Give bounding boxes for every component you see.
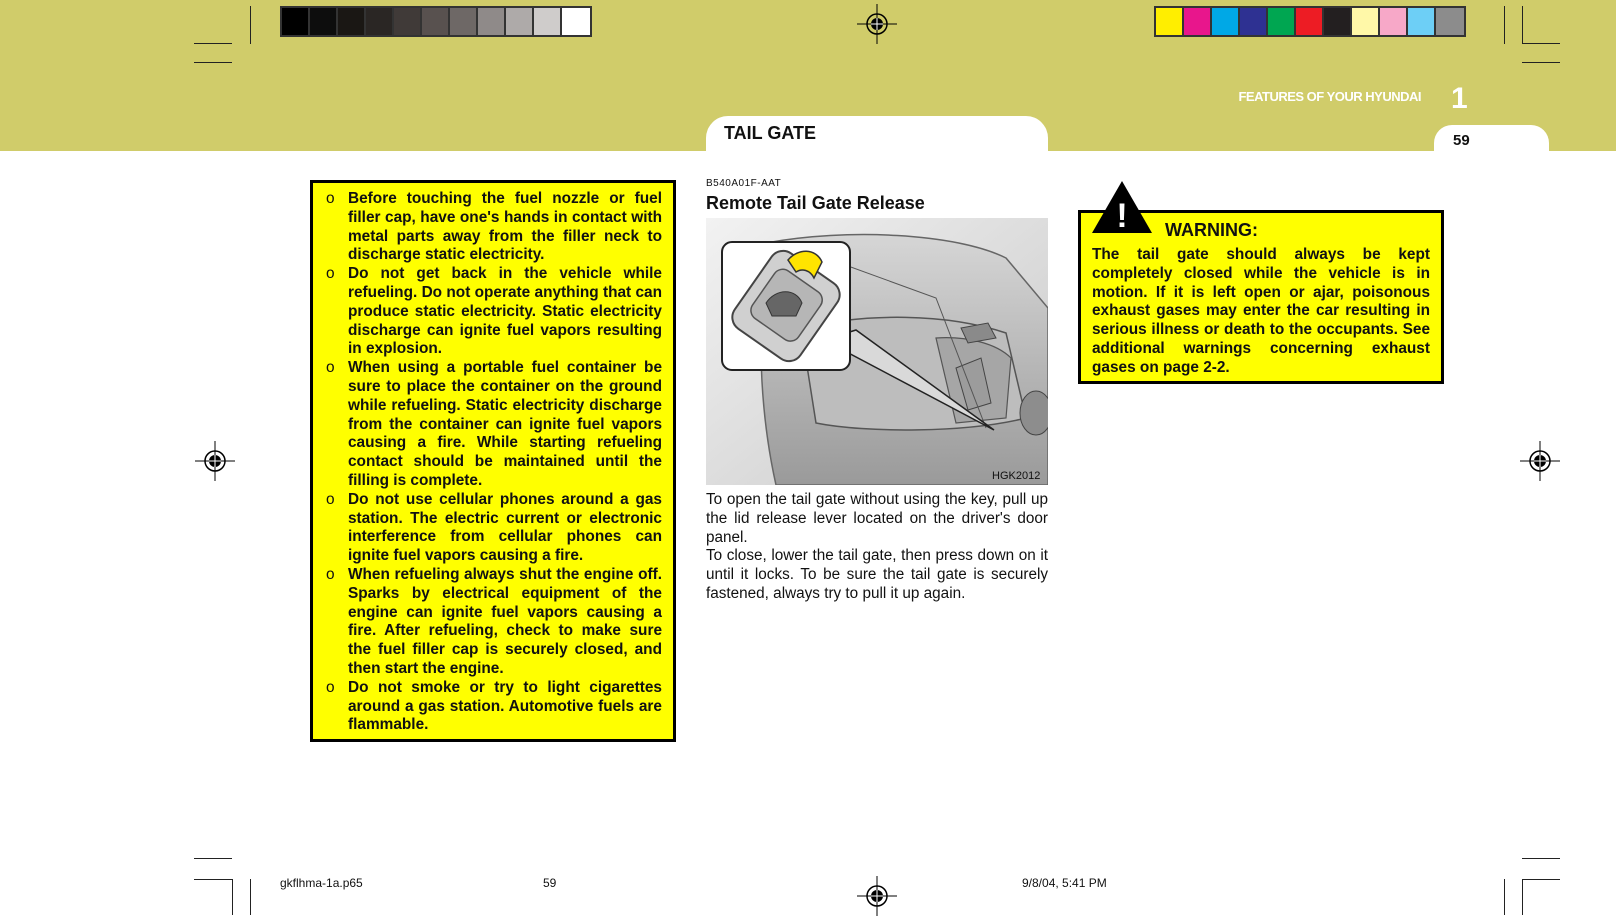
fuel-caution-box	[310, 180, 676, 742]
color-swatch	[310, 8, 338, 35]
warning-text: The tail gate should always be kept completely closed while the vehicle is in motion. If it is left open or ajar, poisonous exhaust gases may enter the car resulting in serious illness or death to the occupants. See additional warnings concerning exhaust gases on page 2-2.	[1092, 246, 1430, 376]
crop-mark	[1504, 879, 1505, 915]
footer-page: 59	[543, 876, 557, 890]
section-code: B540A01F-AAT	[706, 178, 782, 189]
caution-bullet	[326, 491, 662, 566]
crop-mark	[1522, 879, 1523, 915]
crop-mark	[194, 43, 232, 44]
color-swatch	[422, 8, 450, 35]
bullet-text: Do not use cellular phones around a gas station. The electric current or electronic interference from cellular phones can ignite fuel vapors causing a fire.	[348, 490, 662, 565]
bullet-mark: o	[326, 190, 335, 207]
crop-mark	[194, 858, 232, 859]
color-swatch	[1268, 8, 1296, 35]
section-title: TAIL GATE	[724, 123, 816, 143]
figure-label: HGK2012	[992, 470, 1041, 482]
color-swatch	[1240, 8, 1268, 35]
caution-bullet	[326, 679, 662, 735]
bullet-text: Do not smoke or try to light cigarettes around a gas station. Automotive fuels are flammable.	[348, 678, 662, 734]
crop-mark	[1522, 43, 1560, 44]
color-swatch	[478, 8, 506, 35]
color-swatch	[534, 8, 562, 35]
color-swatch	[1408, 8, 1436, 35]
bullet-mark: o	[326, 265, 335, 283]
body-paragraph: To close, lower the tail gate, then press down on it until it locks. To be sure the tail gate is securely fastened, always try to pull it up again.	[706, 547, 1048, 602]
bullet-text: Before touching the fuel nozzle or fuel filler cap, have one's hands in contact with metal parts away from the filler neck to discharge static electricity.	[348, 190, 662, 264]
bullet-mark: o	[326, 490, 335, 508]
color-swatch	[394, 8, 422, 35]
color-swatch	[562, 8, 590, 35]
warning-box	[1078, 210, 1444, 384]
bullet-text: When using a portable fuel container be sure to place the container on the ground while refueling. Static electricity discharge from the container can ignite fuel vapors causing a fire. While starting refueling contact should be maintained until the filling is complete.	[348, 359, 662, 489]
crop-mark	[1522, 62, 1560, 63]
crop-mark	[194, 879, 232, 880]
caution-bullet	[326, 566, 662, 679]
footer-filename: gkflhma-1a.p65	[280, 876, 363, 890]
registration-mark-icon	[195, 441, 235, 481]
color-swatch	[1324, 8, 1352, 35]
color-swatch	[1352, 8, 1380, 35]
color-swatch	[450, 8, 478, 35]
registration-mark-icon	[1520, 441, 1560, 481]
footer-timestamp: 9/8/04, 5:41 PM	[1022, 876, 1107, 890]
crop-mark	[1522, 879, 1560, 880]
color-swatch	[1380, 8, 1408, 35]
grayscale-color-bar	[280, 6, 592, 37]
crop-mark	[232, 879, 233, 915]
caution-bullet	[326, 359, 662, 491]
bullet-mark: o	[326, 678, 335, 696]
crop-mark	[1522, 6, 1523, 44]
page-tab	[1434, 125, 1549, 155]
color-swatch	[282, 8, 310, 35]
warning-triangle-icon	[1090, 179, 1154, 235]
chapter-caption: FEATURES OF YOUR HYUNDAI	[1238, 89, 1421, 104]
color-swatch	[1296, 8, 1324, 35]
color-swatch	[366, 8, 394, 35]
crop-mark	[1504, 6, 1505, 44]
process-color-bar	[1154, 6, 1466, 37]
subheading: Remote Tail Gate Release	[706, 193, 925, 213]
caution-bullet	[326, 190, 662, 265]
warning-title: WARNING:	[1165, 220, 1258, 240]
color-swatch	[338, 8, 366, 35]
crop-mark	[250, 6, 251, 44]
bullet-mark: o	[326, 565, 335, 583]
color-swatch	[1212, 8, 1240, 35]
warning-exclamation-icon: !	[1116, 197, 1128, 235]
crop-mark	[1522, 858, 1560, 859]
door-panel-illustration	[706, 218, 1048, 485]
color-swatch	[506, 8, 534, 35]
bullet-text: Do not get back in the vehicle while refueling. Do not operate anything that can produce static electricity. Static electricity discharge can ignite fuel vapors resulting in explosion.	[348, 265, 662, 358]
page-number: 59	[1453, 132, 1470, 149]
crop-mark	[194, 62, 232, 63]
body-text	[706, 491, 1048, 604]
bullet-text: When refueling always shut the engine off. Sparks by electrical equipment of the engine can ignite fuel vapors causing a fire. After refueling, check to make sure the fuel filler cap is securely closed, and then start the engine.	[348, 565, 662, 677]
registration-mark-icon	[857, 4, 897, 44]
color-swatch	[1184, 8, 1212, 35]
caution-bullet	[326, 265, 662, 359]
bullet-mark: o	[326, 359, 335, 377]
color-swatch	[1156, 8, 1184, 35]
body-paragraph: To open the tail gate without using the key, pull up the lid release lever located on the driver's door panel.	[706, 491, 1048, 546]
crop-mark	[250, 879, 251, 915]
color-swatch	[1436, 8, 1464, 35]
registration-mark-icon	[857, 876, 897, 916]
chapter-number: 1	[1451, 82, 1468, 115]
